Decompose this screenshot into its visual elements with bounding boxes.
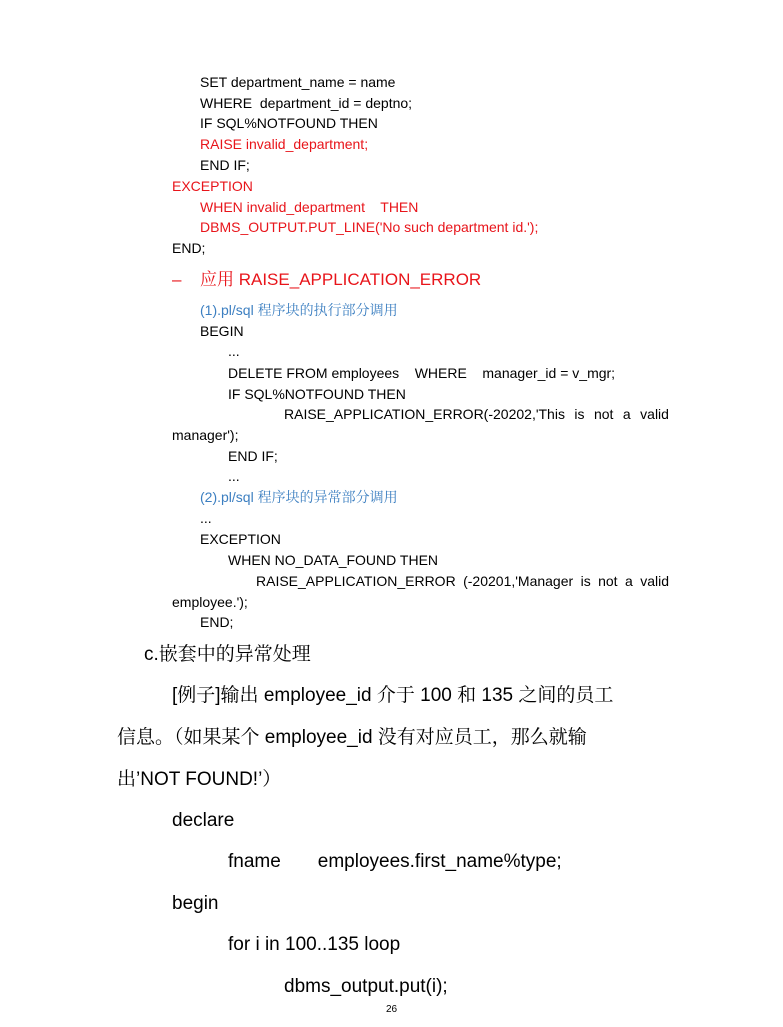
code-line-ellipsis: ... xyxy=(200,510,212,526)
code-line-when: WHEN NO_DATA_FOUND THEN xyxy=(228,552,439,568)
code-line-raise-application-error xyxy=(256,574,669,588)
code-token: a xyxy=(622,406,631,422)
code-line-ellipsis: ... xyxy=(228,468,240,484)
code-token: valid xyxy=(640,406,669,422)
code-line-put-line: DBMS_OUTPUT.PUT_LINE('No such department id.'); xyxy=(200,219,539,235)
code-line-fname: fname employees.first_name%type; xyxy=(228,851,562,872)
code-line-exception: EXCEPTION xyxy=(172,178,253,194)
code-token: (-20201,'Manager xyxy=(463,573,574,589)
code-line-when: WHEN invalid_department THEN xyxy=(200,199,419,215)
code-line-set: SET department_name = name xyxy=(200,74,396,90)
subheading-exception-section: (2).pl/sql 程序块的异常部分调用 xyxy=(200,489,398,505)
code-token: valid xyxy=(640,573,669,589)
code-line-put: dbms_output.put(i); xyxy=(284,976,448,997)
code-token: a xyxy=(624,573,633,589)
code-line-continuation: employee.'); xyxy=(172,594,248,610)
section-heading-nested-exception: c.嵌套中的异常处理 xyxy=(144,644,311,665)
code-line-raise-application-error xyxy=(284,407,669,421)
paragraph-line: [例子]输出 employee_id 介于 100 和 135 之间的员工 xyxy=(172,685,614,706)
code-line-continuation: manager'); xyxy=(172,427,239,443)
code-line-declare: declare xyxy=(172,810,235,831)
code-line-delete: DELETE FROM employees WHERE manager_id = v_mgr; xyxy=(228,365,616,381)
code-line-end: END; xyxy=(200,614,234,630)
paragraph-line: 出’NOT FOUND!’） xyxy=(117,769,282,790)
paragraph-line: 信息。（如果某个 employee_id 没有对应员工，那么就输 xyxy=(117,727,587,748)
code-line-end: END; xyxy=(172,240,206,256)
code-line-endif: END IF; xyxy=(228,448,278,464)
code-token: is xyxy=(574,406,585,422)
code-line-begin: begin xyxy=(172,893,219,914)
code-line-begin: BEGIN xyxy=(200,323,244,339)
code-token: is xyxy=(580,573,591,589)
code-line-where: WHERE department_id = deptno; xyxy=(200,95,413,111)
code-line-endif: END IF; xyxy=(200,157,250,173)
code-line-if: IF SQL%NOTFOUND THEN xyxy=(228,386,406,402)
code-line-exception: EXCEPTION xyxy=(200,531,281,547)
code-token: RAISE_APPLICATION_ERROR xyxy=(256,573,456,589)
code-line-for-loop: for i in 100..135 loop xyxy=(228,934,401,955)
code-line-raise: RAISE invalid_department; xyxy=(200,136,369,152)
page-number: 26 xyxy=(385,1004,398,1015)
code-token: RAISE_APPLICATION_ERROR(-20202,'This xyxy=(284,406,565,422)
subheading-executable-section: (1).pl/sql 程序块的执行部分调用 xyxy=(200,302,398,318)
code-line-if: IF SQL%NOTFOUND THEN xyxy=(200,115,378,131)
list-bullet-dash: – xyxy=(172,270,182,289)
code-token: not xyxy=(598,573,618,589)
code-token: not xyxy=(593,406,614,422)
section-heading-raise-application-error: 应用 RAISE_APPLICATION_ERROR xyxy=(200,270,482,289)
code-line-ellipsis: ... xyxy=(228,343,240,359)
